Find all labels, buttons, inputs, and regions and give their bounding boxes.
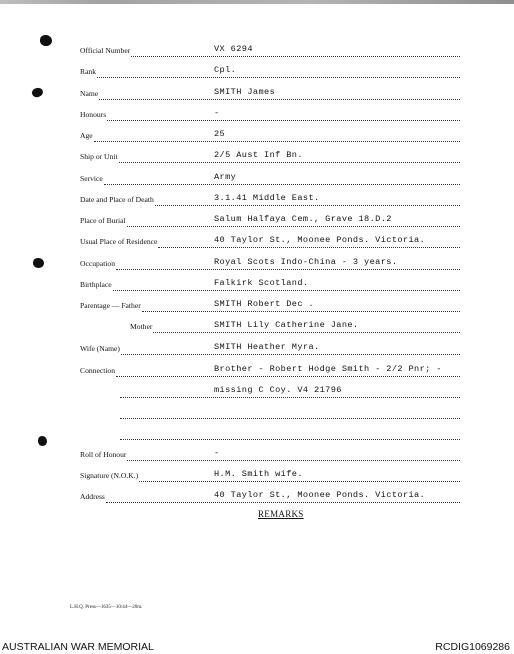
field-label: Ship or Unit xyxy=(80,152,118,161)
field-label: Official Number xyxy=(80,46,131,55)
field-value: Salum Halfaya Cem., Grave 18.D.2 xyxy=(214,214,392,224)
field-label: Mother xyxy=(130,322,153,331)
dotted-line xyxy=(97,69,460,78)
field-value: - xyxy=(214,448,220,458)
field-value: 40 Taylor St., Moonee Ponds. Victoria. xyxy=(214,490,426,500)
field-parentage-father xyxy=(0,301,514,315)
field-label: Occupation xyxy=(80,259,116,268)
field-address xyxy=(0,492,514,506)
punch-hole-4 xyxy=(38,436,47,446)
field-date-place-of-death xyxy=(0,195,514,209)
dotted-line xyxy=(94,133,460,142)
field-age xyxy=(0,131,514,145)
field-label: Usual Place of Residence xyxy=(80,237,158,246)
field-value: VX 6294 xyxy=(214,44,253,54)
footer-record-id: RCDIG1069286 xyxy=(435,641,510,653)
field-value: SMITH Robert Dec . xyxy=(214,299,315,309)
field-connection-continued xyxy=(0,387,514,401)
field-value: - xyxy=(214,108,220,118)
dotted-line xyxy=(107,112,460,121)
field-rank xyxy=(0,67,514,81)
field-value: H.M. Smith wife. xyxy=(214,469,303,479)
punch-hole-1 xyxy=(40,35,52,46)
scanned-top-edge xyxy=(0,0,514,4)
field-value: SMITH Heather Myra. xyxy=(214,342,320,352)
field-value: Royal Scots Indo-China - 3 years. xyxy=(214,257,398,267)
footer-archive-name: AUSTRALIAN WAR MEMORIAL xyxy=(2,641,154,653)
field-value: 3.1.41 Middle East. xyxy=(214,193,320,203)
remarks-heading: REMARKS xyxy=(258,509,304,519)
field-value: Cpl. xyxy=(214,65,237,75)
field-name xyxy=(0,89,514,103)
field-honours xyxy=(0,110,514,124)
dotted-line xyxy=(131,48,460,57)
field-value: SMITH James xyxy=(214,87,276,97)
field-label: Rank xyxy=(80,67,97,76)
field-label: Connection xyxy=(80,366,116,375)
field-ship-or-unit xyxy=(0,152,514,166)
field-connection xyxy=(0,366,514,380)
field-usual-residence xyxy=(0,237,514,251)
field-label: Signature (N.O.K.) xyxy=(80,471,139,480)
field-label: Parentage — Father xyxy=(80,301,141,310)
field-label: Wife (Name) xyxy=(80,344,120,353)
field-birthplace xyxy=(0,280,514,294)
field-place-of-burial xyxy=(0,216,514,230)
field-label: Roll of Honour xyxy=(80,450,127,459)
field-label: Name xyxy=(80,89,99,98)
blank-line xyxy=(120,431,460,440)
printer-note: L.H.Q. Press—1635—10/44—20m. xyxy=(70,605,143,610)
field-label: Place of Burial xyxy=(80,216,126,225)
field-roll-of-honour xyxy=(0,450,514,464)
field-label: Date and Place of Death xyxy=(80,195,154,204)
field-label: Honours xyxy=(80,110,107,119)
field-value: Falkirk Scotland. xyxy=(214,278,309,288)
field-value: 2/5 Aust Inf Bn. xyxy=(214,150,303,160)
field-value: 25 xyxy=(214,129,226,139)
field-value: missing C Coy. V4 21796 xyxy=(214,385,342,395)
field-label: Age xyxy=(80,131,93,140)
field-wife-name xyxy=(0,344,514,358)
field-official-number xyxy=(0,46,514,60)
field-label: Address xyxy=(80,492,105,501)
field-occupation xyxy=(0,259,514,273)
dotted-line xyxy=(127,452,460,461)
field-label: Service xyxy=(80,174,103,183)
dotted-line xyxy=(99,91,460,100)
field-value: Army xyxy=(214,172,237,182)
field-value: 40 Taylor St., Moonee Ponds. Victoria. xyxy=(214,235,426,245)
blank-line xyxy=(120,410,460,419)
field-value: Brother - Robert Hodge Smith - 2/2 Pnr; - xyxy=(214,364,442,374)
field-label: Birthplace xyxy=(80,280,112,289)
dotted-line xyxy=(104,176,460,185)
field-signature-nok xyxy=(0,471,514,485)
field-parentage-mother xyxy=(0,322,514,336)
field-value: SMITH Lily Catherine Jane. xyxy=(214,320,359,330)
field-service xyxy=(0,174,514,188)
